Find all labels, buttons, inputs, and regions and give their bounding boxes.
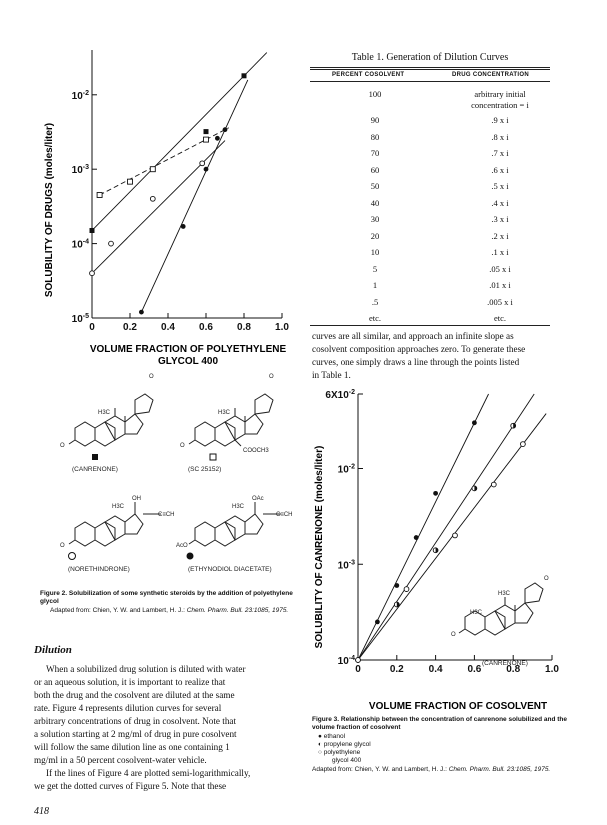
chart-point bbox=[181, 224, 186, 229]
canrenone-oxygen-label: O bbox=[60, 443, 65, 449]
figure3-xlabel: VOLUME FRACTION OF COSOLVENT bbox=[368, 701, 548, 712]
dilution-line: mg/ml in a 50 percent cosolvent-water vehicle. bbox=[34, 755, 207, 765]
canrenone-structure bbox=[69, 394, 153, 446]
canrenone-name: (CANRENONE) bbox=[72, 466, 118, 473]
table-cell-percent: 40 bbox=[370, 197, 380, 208]
table1-header-rule bbox=[310, 81, 550, 82]
table-cell-concentration: etc. bbox=[493, 313, 507, 323]
chart-point bbox=[521, 442, 526, 447]
dilution-line: will follow the same dilution line as one containing 1 bbox=[34, 742, 230, 752]
ethynodiol-aco-label: AcO bbox=[176, 543, 188, 549]
dilution-line: arbitrary concentrations of drug in cosolvent. Note that bbox=[34, 716, 237, 726]
legend-propylene-label: propylene glycol bbox=[323, 740, 371, 748]
right-column-text bbox=[312, 330, 570, 382]
legend-polyethylene bbox=[318, 749, 582, 757]
x-tick-label: 0.6 bbox=[199, 322, 213, 333]
figure2-caption bbox=[40, 590, 295, 615]
y-tick-label: $10^{-4}$ bbox=[71, 238, 89, 251]
x-tick-label: 0.8 bbox=[237, 322, 251, 333]
chart-point bbox=[356, 658, 361, 663]
x-tick-label: 0.2 bbox=[389, 664, 404, 675]
legend-propylene-marker: ◐ bbox=[318, 740, 322, 748]
figure2-structures bbox=[60, 368, 300, 583]
legend-propylene-glycol bbox=[318, 741, 582, 749]
table-cell-concentration: .6 x i bbox=[491, 164, 509, 175]
table-cell-percent: 50 bbox=[370, 181, 380, 191]
right-text-line-4: in Table 1. bbox=[312, 370, 351, 380]
page-number: 418 bbox=[34, 806, 49, 817]
chart-point bbox=[491, 482, 496, 487]
table1-bottom-rule bbox=[310, 325, 550, 326]
legend-polyethylene-marker: ○ bbox=[318, 749, 322, 757]
table-cell-concentration: .5 x i bbox=[491, 181, 509, 191]
table-cell-percent: 5 bbox=[372, 263, 378, 274]
series-line bbox=[358, 394, 534, 660]
figure2-ylabel: SOLUBILITY OF DRUGS (moles/liter) bbox=[44, 122, 55, 298]
figure2-caption-title: Figure 2. Solubilization of some synthetic steroids by the addition of polyethylene glycol bbox=[40, 590, 293, 606]
y-tick-label: $6X10^{-2}$ bbox=[325, 389, 355, 401]
chart-point bbox=[200, 161, 205, 166]
norethindrone-alkyne-label: C≡CH bbox=[158, 512, 175, 518]
table-cell-percent: 10 bbox=[370, 247, 380, 257]
dilution-line: a solution starting at 2 mg/ml of drug in pure cosolvent bbox=[34, 729, 237, 739]
chart-point bbox=[97, 192, 102, 197]
table-cell-percent: .5 bbox=[371, 296, 379, 307]
figure2-xlabel-line2: GLYCOL 400 bbox=[157, 356, 219, 367]
series-line bbox=[92, 53, 267, 231]
figure3-caption-journal: Chem. Pharm. Bull. 23:1085, 1975. bbox=[448, 765, 551, 773]
figure3-struct-methyl-2: H3C bbox=[470, 610, 483, 616]
sc-lactone-o: O bbox=[269, 374, 274, 380]
legend-polyethylene-label: polyethylene bbox=[323, 749, 361, 757]
table-cell-percent: 90 bbox=[370, 115, 380, 125]
ethynodiol-oac-label: OAc bbox=[252, 496, 264, 502]
table-cell-concentration: .01 x i bbox=[489, 280, 511, 290]
dilution-paragraph bbox=[34, 663, 292, 793]
table-cell-percent: 30 bbox=[370, 214, 380, 224]
canrenone-lactone-o: O bbox=[149, 374, 154, 380]
legend-ethanol bbox=[318, 733, 582, 741]
chart-point bbox=[375, 619, 380, 624]
y-tick-label: $10^{-3}$ bbox=[337, 559, 355, 572]
chart-point bbox=[204, 129, 209, 134]
norethindrone-name: (NORETHINDRONE) bbox=[68, 566, 130, 573]
dilution-line: If the lines of Figure 4 are plotted semi-logarithmically, bbox=[46, 768, 251, 778]
figure3-struct-label: (CANRENONE) bbox=[482, 660, 528, 667]
table1-title: Table 1. Generation of Dilution Curves bbox=[351, 52, 509, 63]
figure3-struct-oxygen: O bbox=[451, 632, 456, 638]
series-line bbox=[92, 141, 225, 274]
figure3-caption-title: Figure 3. Relationship between the concentration of canrenone solubilized and the volume fraction of cosolvent bbox=[312, 716, 567, 732]
table1-top-rule bbox=[310, 67, 550, 68]
figure3-ylabel: SOLUBILITY OF CANRENONE (moles/liter) bbox=[314, 445, 325, 649]
chart-point bbox=[204, 167, 209, 172]
norethindrone-oh-label: OH bbox=[132, 496, 141, 502]
dilution-line: When a solubilized drug solution is diluted with water bbox=[46, 664, 246, 674]
dilution-line: both the drug and the cosolvent are diluted at the same bbox=[34, 690, 235, 700]
table-cell-percent: 80 bbox=[370, 131, 380, 142]
table-cell-concentration: .2 x i bbox=[491, 230, 509, 241]
table-cell-concentration: .7 x i bbox=[491, 148, 509, 158]
table-cell-percent: 70 bbox=[370, 148, 380, 158]
table-cell-concentration: .8 x i bbox=[491, 131, 509, 142]
right-text-line-3: curves, one simply draws a line through the points listed bbox=[312, 357, 520, 367]
chart-point bbox=[90, 228, 95, 233]
chart-point bbox=[472, 420, 477, 425]
norethindrone-oxygen-label: O bbox=[60, 543, 65, 549]
legend-glycol400: glycol 400 bbox=[332, 757, 362, 765]
figure2-chart bbox=[0, 40, 300, 370]
x-tick-label: 0.8 bbox=[506, 664, 521, 675]
x-tick-label: 0.2 bbox=[123, 322, 137, 333]
figure3-caption bbox=[312, 716, 582, 774]
chart-point bbox=[404, 587, 409, 592]
table-cell-concentration: .05 x i bbox=[489, 263, 511, 274]
series-line bbox=[100, 128, 229, 195]
table-cell-concentration: .1 x i bbox=[491, 247, 509, 257]
chart-point bbox=[90, 271, 95, 276]
y-tick-label: $10^{-4}$ bbox=[337, 655, 355, 667]
chart-point bbox=[242, 73, 247, 78]
chart-point bbox=[433, 491, 438, 496]
sc-oxygen-label: O bbox=[180, 443, 185, 449]
y-tick-label: $10^{-3}$ bbox=[71, 164, 89, 177]
y-tick-label: $10^{-5}$ bbox=[71, 313, 89, 325]
canrenone-marker-key bbox=[92, 454, 98, 460]
table-cell-percent: 1 bbox=[372, 280, 378, 290]
dilution-heading: Dilution bbox=[34, 644, 72, 656]
x-tick-label: 0.6 bbox=[467, 664, 482, 675]
x-tick-label: 1.0 bbox=[275, 322, 289, 333]
chart-point bbox=[215, 136, 220, 141]
figure2-xlabel-line1: VOLUME FRACTION OF POLYETHYLENE bbox=[89, 344, 287, 355]
x-tick-label: 1.0 bbox=[545, 664, 559, 675]
chart-point bbox=[150, 167, 155, 172]
ethynodiol-name: (ETHYNODIOL DIACETATE) bbox=[188, 566, 272, 573]
table1-top-rule-2 bbox=[310, 69, 550, 70]
ethynodiol-methyl-label: H3C bbox=[232, 504, 245, 510]
sc-methyl-label: H3C bbox=[218, 410, 231, 416]
figure2-caption-journal: Chem. Pharm. Bull. 23:1085, 1975. bbox=[186, 606, 289, 614]
right-text-line-1: curves are all similar, and approach an infinite slope as bbox=[312, 331, 514, 341]
chart-point bbox=[223, 127, 228, 132]
sc-marker-key bbox=[210, 454, 216, 460]
chart-point bbox=[453, 533, 458, 538]
legend-ethanol-label: ethanol bbox=[323, 732, 346, 740]
right-text-line-2: cosolvent composition approaches zero. To generate these bbox=[312, 344, 526, 354]
x-tick-label: 0.4 bbox=[161, 322, 175, 333]
x-tick-label: 0 bbox=[355, 664, 361, 675]
table-cell-concentration-cont: concentration = i bbox=[471, 100, 529, 110]
chart-point bbox=[414, 535, 419, 540]
table-cell-percent: 100 bbox=[368, 89, 382, 99]
sc25152-structure bbox=[189, 394, 273, 446]
chart-point bbox=[139, 310, 144, 315]
table-cell-percent: etc. bbox=[368, 313, 382, 323]
sc-ester-label: COOCH3 bbox=[243, 448, 269, 454]
legend-ethanol-marker: ● bbox=[318, 732, 322, 740]
dilution-line: or an aqueous solution, it is important to realize that bbox=[34, 677, 226, 687]
table-cell-concentration: .9 x i bbox=[491, 115, 509, 125]
chart-point bbox=[394, 583, 399, 588]
x-tick-label: 0.4 bbox=[428, 664, 443, 675]
y-tick-label: $10^{-2}$ bbox=[71, 89, 89, 102]
table1-col1-header: PERCENT COSOLVENT bbox=[332, 72, 405, 78]
chart-point bbox=[109, 241, 114, 246]
dilution-line: rate. Figure 4 represents dilution curves for several bbox=[34, 703, 222, 713]
table1-col2-header: DRUG CONCENTRATION bbox=[452, 72, 529, 78]
ethynodiol-alkyne-label: C≡CH bbox=[276, 512, 293, 518]
x-tick-label: 0 bbox=[89, 322, 95, 333]
figure3-caption-adapted: Adapted from: Chien, Y. W. and Lambert, H. J.: bbox=[312, 765, 447, 773]
figure3-struct-methyl-1: H3C bbox=[498, 591, 511, 597]
canrenone-methyl-label: H3C bbox=[98, 410, 111, 416]
sc-name: (SC 25152) bbox=[188, 466, 222, 473]
table-cell-concentration: .3 x i bbox=[491, 214, 509, 224]
ethynodiol-marker-key bbox=[187, 553, 194, 560]
table-cell-concentration: arbitrary initial bbox=[474, 89, 526, 99]
chart-point bbox=[150, 196, 155, 201]
figure2-caption-adapted: Adapted from: Chien, Y. W. and Lambert, H. J.: bbox=[50, 606, 185, 614]
dilution-line: we get the dotted curves of Figure 5. Note that these bbox=[34, 781, 227, 791]
norethindrone-methyl-label: H3C bbox=[112, 504, 125, 510]
chart-point bbox=[204, 137, 209, 142]
chart-point bbox=[128, 179, 133, 184]
table-cell-concentration: .4 x i bbox=[491, 197, 509, 208]
table-cell-concentration: .005 x i bbox=[487, 296, 513, 307]
y-tick-label: $10^{-2}$ bbox=[337, 463, 355, 476]
series-line bbox=[141, 80, 247, 312]
figure3-struct-lactone-o: O bbox=[544, 576, 549, 582]
norethindrone-marker-key bbox=[69, 553, 76, 560]
table-cell-percent: 20 bbox=[370, 230, 380, 241]
table-cell-percent: 60 bbox=[370, 164, 380, 175]
figure3-chart bbox=[300, 382, 607, 712]
